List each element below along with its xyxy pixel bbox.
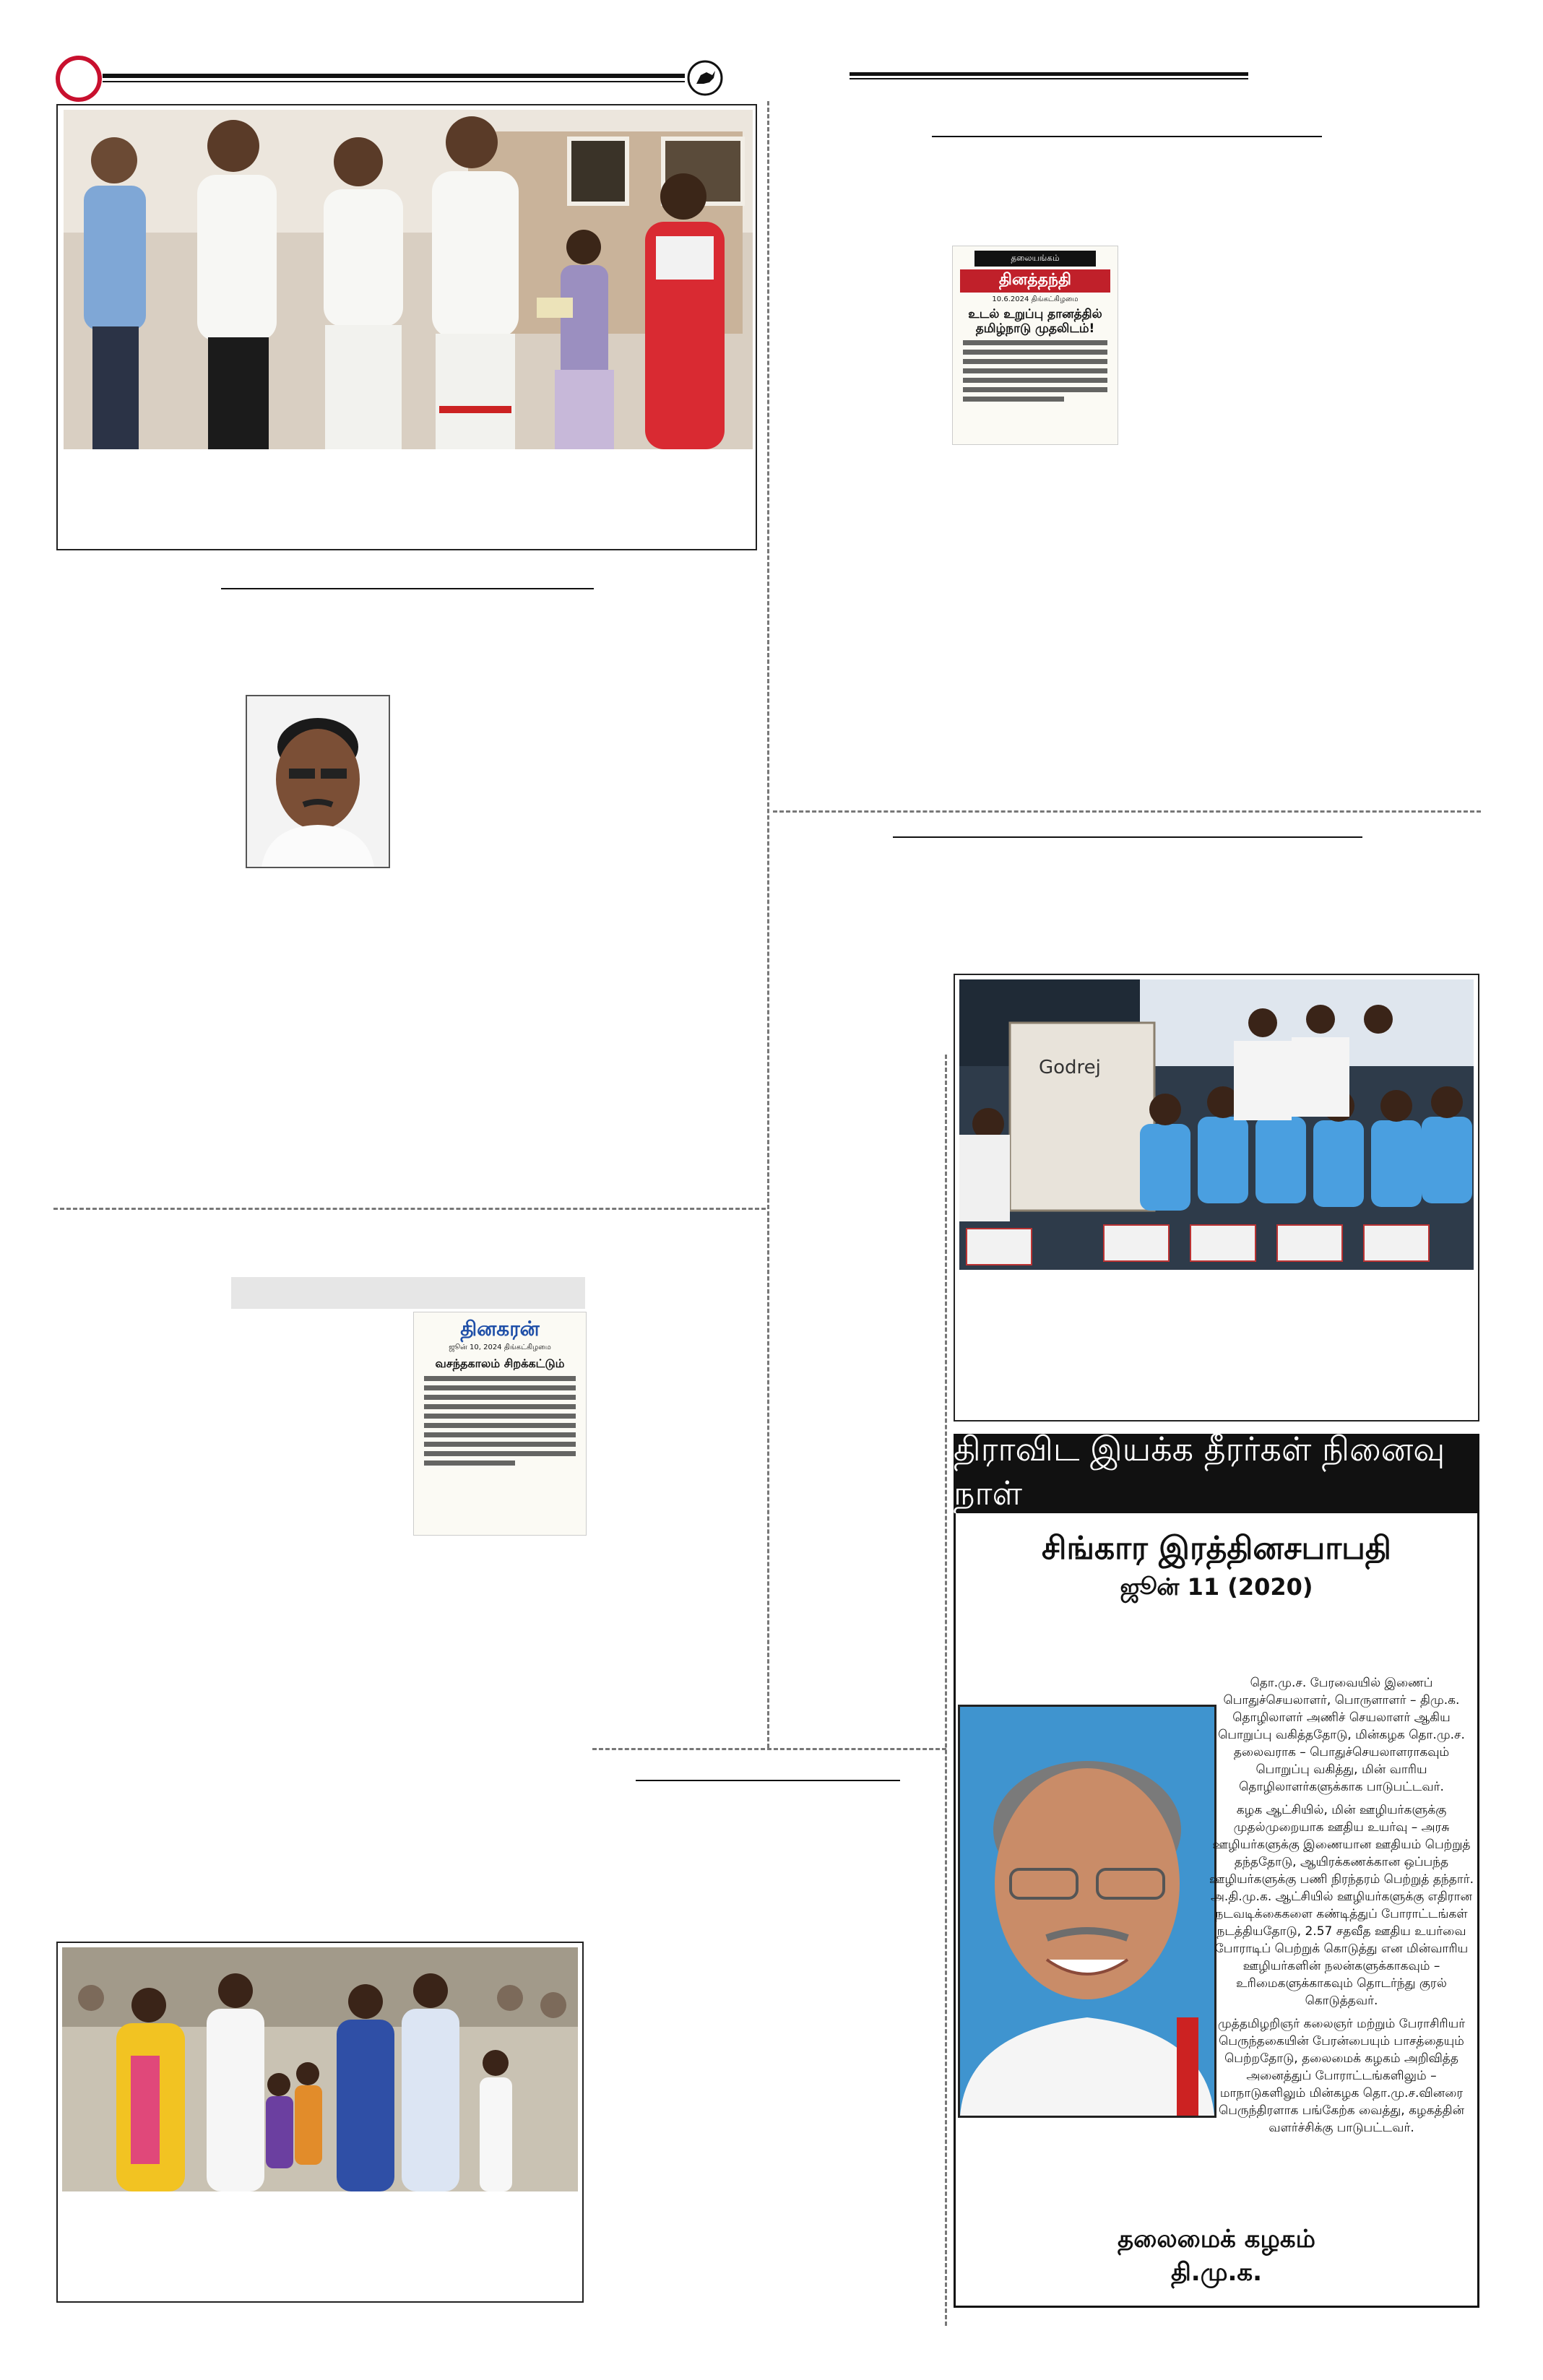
clip-headline: வசந்தகாலம் சிறக்கட்டும் bbox=[435, 1356, 565, 1370]
section-divider-middle bbox=[592, 1748, 946, 1750]
tribute-name: சிங்கார இரத்தினசபாபதி bbox=[1042, 1530, 1391, 1567]
newspaper-clip-thanthi bbox=[952, 246, 1118, 445]
tribute-date: ஜூன் 11 (2020) bbox=[1120, 1573, 1313, 1601]
ox-emblem-icon bbox=[686, 59, 724, 97]
tribute-signature-line2: தி.மு.க. bbox=[1170, 2258, 1263, 2287]
clip-paper-name: தினத்தந்தி bbox=[960, 269, 1110, 293]
clip-paper-name: தினகரன் bbox=[460, 1317, 540, 1341]
clip-body-text bbox=[963, 340, 1107, 402]
logo-emblem bbox=[55, 55, 103, 103]
column-header-rule bbox=[850, 72, 1248, 76]
bio-paragraph: முத்தமிழறிஞர் கலைஞர் மற்றும் பேராசிரியர் பெருந்தகையின் பேரன்பையும் பாசத்தையும் பெற்றதோடு, தலைமைக் கழகம் அறிவித்த அனைத்துப் போராட்டங்களிலும் – மாநாடுகளிலும் மின்கழக தொ.மு.ச.வினரை பெருந்திரளாக பங்கேற்க வைத்து, கழகத்தின் வளர்ச்சிக்கு பாடுபட்டவர். bbox=[1217, 2017, 1466, 2135]
section-rule bbox=[636, 1780, 900, 1781]
group-photo-players bbox=[959, 979, 1474, 1270]
masthead-rule bbox=[103, 74, 685, 78]
section-divider-right bbox=[773, 810, 1481, 813]
clip-body-text bbox=[424, 1376, 576, 1466]
tribute-signature-line1: தலைமைக் கழகம் bbox=[1118, 2225, 1315, 2254]
portrait-photo-man bbox=[246, 695, 390, 868]
section-rule bbox=[221, 588, 594, 589]
column-header-rule-thin bbox=[850, 78, 1248, 79]
group-photo-donation bbox=[64, 110, 753, 449]
svg-text:Godrej: Godrej bbox=[1039, 1057, 1101, 1078]
bio-paragraph: தொ.மு.ச. பேரவையில் இணைப் பொதுச்செயலாளர், பொருளாளர் – திமு.க. தொழிலாளர் அணிச் செயலாளர் ஆகிய பொறுப்பு வகித்ததோடு, மின்கழக தொ.மு.ச. தலைவராக – பொதுச்செயலாளராகவும் பொறுப்பு வகித்து, மின் வாரிய தொழிலாளர்களுக்காக பாடுபட்டவர். bbox=[1218, 1676, 1465, 1794]
clip-date: ஜூன் 10, 2024 திங்கட்கிழமை bbox=[449, 1343, 551, 1351]
tribute-portrait bbox=[958, 1705, 1216, 2118]
tribute-biography bbox=[1208, 1674, 1475, 2142]
section-rule bbox=[932, 136, 1322, 137]
section-divider-left bbox=[53, 1208, 766, 1210]
column-divider-left bbox=[767, 101, 769, 1748]
clip-date: 10.6.2024 திங்கட்கிழமை bbox=[992, 295, 1079, 303]
section-rule bbox=[893, 836, 1362, 838]
tribute-banner: திராவிட இயக்க தீரர்கள் நினைவு நாள் bbox=[954, 1434, 1479, 1513]
clip-header-band bbox=[231, 1277, 585, 1309]
column-divider-right bbox=[945, 1055, 947, 2326]
group-photo-school bbox=[62, 1947, 578, 2191]
clip-headline: உடல் உறுப்பு தானத்தில் தமிழ்நாடு முதலிடம்! bbox=[968, 307, 1102, 336]
masthead-rule-thin bbox=[103, 81, 685, 82]
clip-header: தலையங்கம் bbox=[974, 251, 1096, 267]
bio-paragraph: கழக ஆட்சியில், மின் ஊழியர்களுக்கு முதல்முறையாக ஊதிய உயர்வு – அரசு ஊழியர்களுக்கு இணையான ஊதியம் பெற்றுத் தந்ததோடு, ஆயிரக்கணக்கான ஒப்பந்த ஊழியர்களுக்கு பணி நிரந்தரம் பெற்றுத் தந்தார். அ.தி.மு.க. ஆட்சியில் ஊழியர்களுக்கு எதிரான நடவடிக்கைகளை கண்டித்துப் போராட்டங்கள் நடத்தியதோடு, 2.57 சதவீத ஊதிய உயர்வை போராடிப் பெற்றுக் கொடுத்து என மின்வாரிய ஊழியர்களின் நலன்களுக்காகவும் – உரிமைகளுக்காகவும் தொடர்ந்து குரல் கொடுத்தவர். bbox=[1209, 1803, 1474, 2008]
newspaper-clip-dinakaran bbox=[413, 1312, 587, 1536]
